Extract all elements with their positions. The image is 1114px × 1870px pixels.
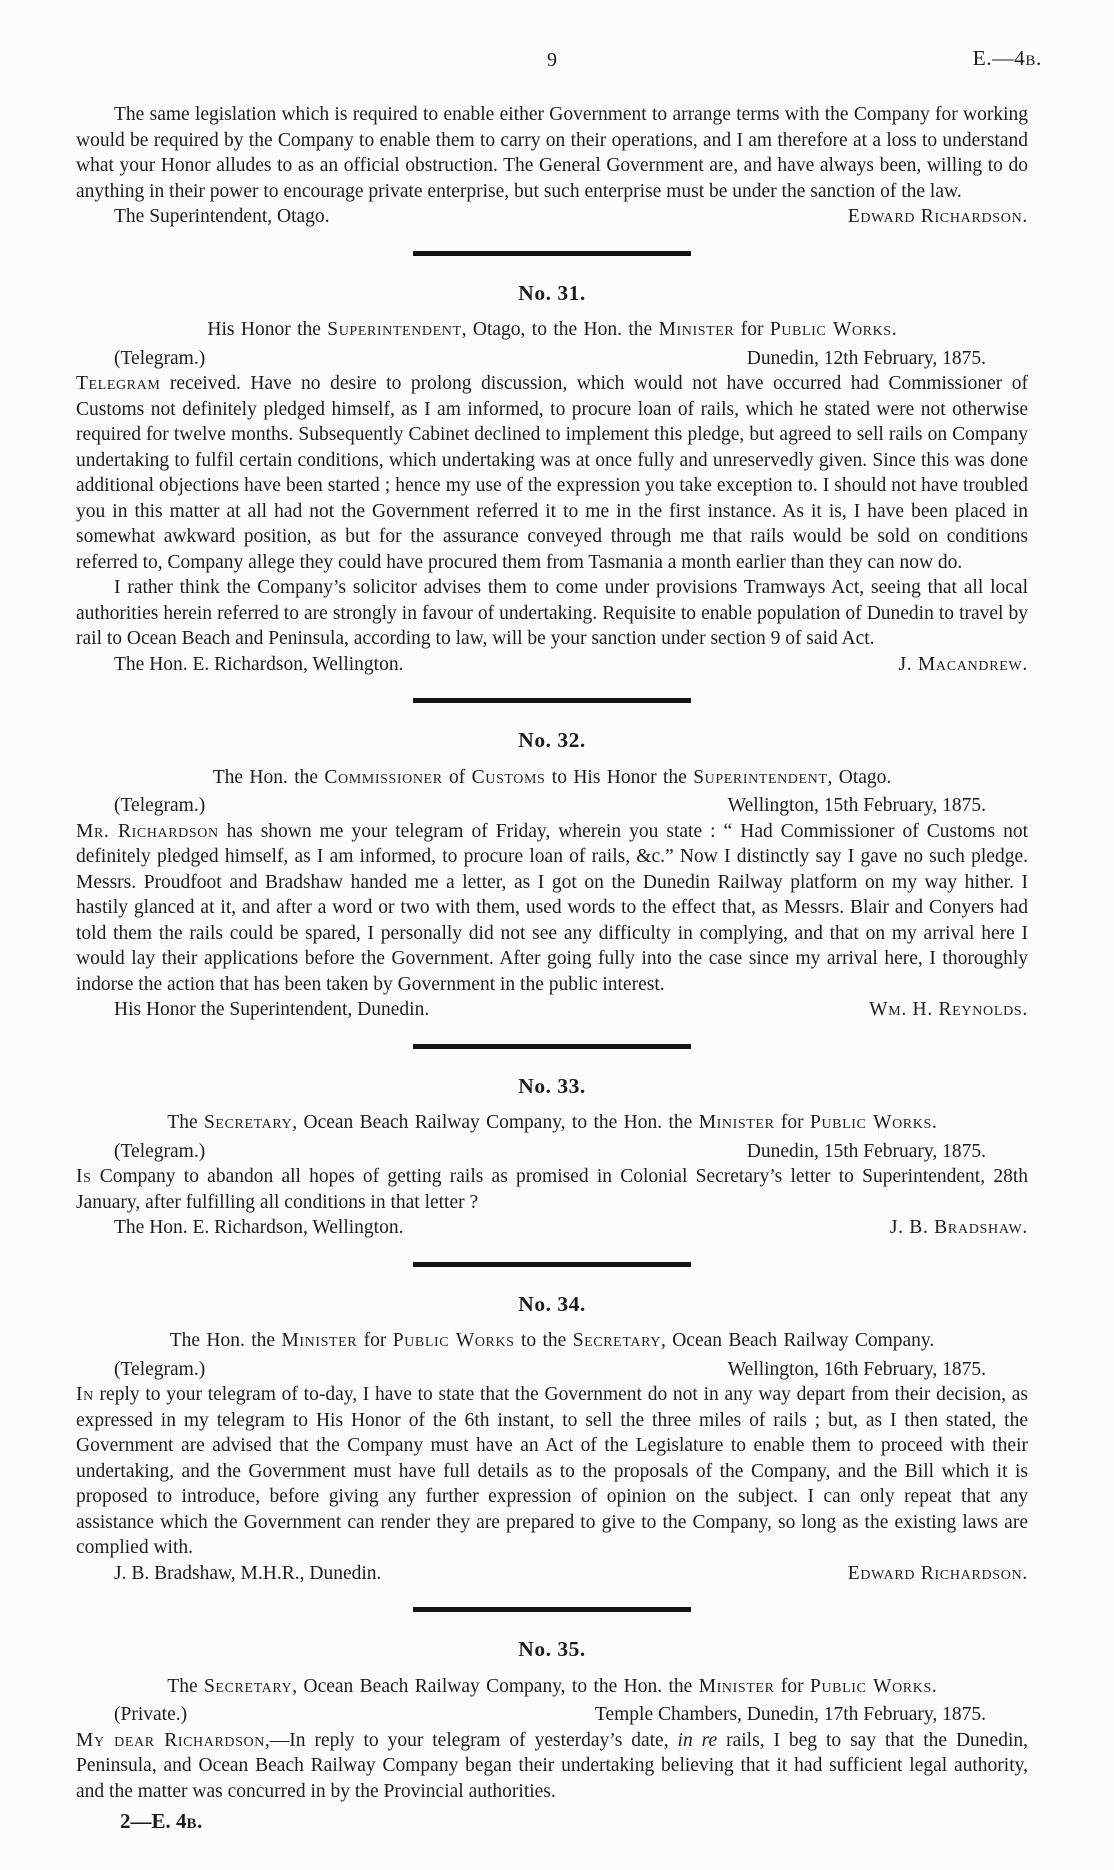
section-no-32: [76, 728, 1028, 1023]
page-footer: 2—E. 4b.: [120, 1809, 203, 1833]
section-no-34: [76, 1292, 1028, 1587]
section-address: His Honor the Superintendent, Otago, to the Hon. the Minister for Public Works.: [207, 319, 897, 340]
letter-paragraph: In reply to your telegram of to-day, I have to state that the Government do not in any way depart from their decision, as expressed in my telegram to His Honor of the 6th instant, to sell the three miles of rails ; but, as I then stated, the Government are advised that the Company must have an Act of the Legislature to enable them to proceed with their undertaking, and the Government must have full details as to the proposals of the Company, and the Bill which it is proposed to introduce, before giving any further expression of opinion on the subject. I can only repeat that any assistance which the Government can render they are prepared to give to the Company, so long as the existing laws are complied with.: [76, 1384, 1028, 1558]
signature-name: J. Macandrew.: [898, 653, 1028, 675]
intro-paragraph: The same legislation which is required to enable either Government to arrange terms with the Company for working would be required by the Company to enable them to carry on their operations, and I am therefore at a loss to understand what your Honor alludes to as an official obstruction. The General Government are, and have always been, willing to do anything in their power to encourage private enterprise, but such enterprise must be under the sanction of the law.: [76, 104, 1028, 202]
section-divider: [413, 1262, 691, 1267]
signature-name: J. B. Bradshaw.: [889, 1217, 1028, 1238]
section-no-33: [76, 1074, 1028, 1241]
signature-addressee: J. B. Bradshaw, M.H.R., Dunedin.: [114, 1562, 382, 1584]
telegram-meta-row: [76, 1357, 1028, 1383]
signature-addressee: The Hon. E. Richardson, Wellington.: [114, 1217, 404, 1238]
telegram-meta-row: [76, 346, 1028, 372]
letter-paragraph: My dear Richardson,—In reply to your telegram of yesterday’s date, in re rails, I beg to say that the Dunedin, Peninsula, and Ocean Beach Railway Company began their undertaking believing that it had sufficient legal authority, and the matter was concurred in by the Provincial authorities.: [76, 1729, 1028, 1802]
telegram-date: Temple Chambers, Dunedin, 17th February, 1875.: [594, 1704, 986, 1725]
signature-addressee: The Hon. E. Richardson, Wellington.: [114, 653, 404, 675]
intro-addressee: The Superintendent, Otago.: [114, 206, 330, 227]
section-number: No. 33.: [518, 1073, 586, 1098]
section-address: The Secretary, Ocean Beach Railway Company, to the Hon. the Minister for Public Works.: [167, 1675, 937, 1697]
section-address: The Secretary, Ocean Beach Railway Company, to the Hon. the Minister for Public Works.: [167, 1112, 937, 1133]
letter-paragraph: Telegram received. Have no desire to prolong discussion, which would not have occurred had Commissioner of Customs not definitely pledged himself, as I am informed, to procure loan of rails, which he stated were not otherwise required for twelve months. Subsequently Cabinet declined to implement this pledge, but agreed to sell rails on Company undertaking to fulfil certain conditions, which undertaking was at once fully and unreservedly given. Since this was done additional objections have been started ; hence my use of the expression you take exception to. I should not have troubled you in this matter at all had not the Government referred it to me in the first instance. As it is, I have been placed in somewhat awkward position, as but for the assurance conveyed through me that rails would be sold on conditions referred to, Company allege they could have procured them from Tasmania a month earlier than they can now do.: [76, 373, 1028, 573]
telegram-label: (Telegram.): [114, 347, 206, 369]
signature-addressee: His Honor the Superintendent, Dunedin.: [114, 999, 430, 1020]
intro-signature: Edward Richardson.: [847, 206, 1028, 227]
section-address: The Hon. the Minister for Public Works to the Secretary, Ocean Beach Railway Company.: [169, 1330, 935, 1351]
telegram-date: Wellington, 15th February, 1875.: [727, 795, 986, 816]
telegram-label: (Telegram.): [114, 1358, 206, 1380]
signature-row: [76, 997, 1028, 1023]
signature-row: [76, 652, 1028, 678]
telegram-date: Dunedin, 15th February, 1875.: [746, 1140, 986, 1162]
page-header: [76, 46, 1042, 78]
section-divider: [413, 698, 691, 703]
section-number: No. 34.: [518, 1291, 586, 1316]
telegram-meta-row: [76, 1702, 1028, 1728]
document-reference: E.—4b.: [972, 46, 1042, 70]
letter-paragraph: I rather think the Company’s solicitor advises them to come under provisions Tramways Act, seeing that all local authorities herein referred to are strongly in favour of undertaking. Requisite to enable population of Dunedin to travel by rail to Ocean Beach and Peninsula, according to law, will be your sanction under section 9 of said Act.: [76, 577, 1028, 649]
section-number: No. 35.: [518, 1637, 586, 1661]
section-divider: [413, 1044, 691, 1049]
page-number: 9: [547, 49, 557, 71]
telegram-date: Dunedin, 12th February, 1875.: [746, 347, 986, 369]
letter-paragraph: Mr. Richardson has shown me your telegram of Friday, wherein you state : “ Had Commissioner of Customs not definitely pledged himself, as I am informed, to procure loan of rails, &c.” Now I distinctly say I gave no such pledge. Messrs. Proudfoot and Bradshaw handed me a letter, as I got on the Dunedin Railway platform on my way hither. I hastily glanced at it, and after a word or two with them, used words to the effect that, as Messrs. Blair and Conyers had told them the rails could be spared, I personally did not see any difficulty in complying, and that on my arrival here I would lay their applications before the Government. After going fully into the case since my arrival here, I thoroughly indorse the action that has been taken by Government in the public interest.: [76, 820, 1028, 995]
section-no-31: [76, 281, 1028, 678]
telegram-meta-row: [76, 1139, 1028, 1165]
telegram-label: (Telegram.): [114, 795, 206, 816]
section-number: No. 31.: [518, 280, 586, 305]
section-divider: [413, 251, 691, 256]
telegram-label: (Private.): [114, 1704, 188, 1725]
telegram-date: Wellington, 16th February, 1875.: [727, 1358, 986, 1380]
section-no-35: [76, 1637, 1028, 1804]
intro-letter: [76, 102, 1028, 230]
section-number: No. 32.: [518, 728, 586, 752]
telegram-label: (Telegram.): [114, 1140, 206, 1162]
signature-name: Wm. H. Reynolds.: [869, 999, 1028, 1020]
telegram-meta-row: [76, 793, 1028, 819]
section-address: The Hon. the Commissioner of Customs to His Honor the Superintendent, Otago.: [212, 766, 892, 788]
intro-signature-row: [76, 204, 1028, 230]
signature-name: Edward Richardson.: [847, 1562, 1028, 1584]
section-divider: [413, 1607, 691, 1612]
signature-row: [76, 1561, 1028, 1587]
letter-paragraph: Is Company to abandon all hopes of getting rails as promised in Colonial Secretary’s letter to Superintendent, 28th January, after fulfilling all conditions in that letter ?: [76, 1166, 1028, 1213]
signature-row: [76, 1215, 1028, 1241]
